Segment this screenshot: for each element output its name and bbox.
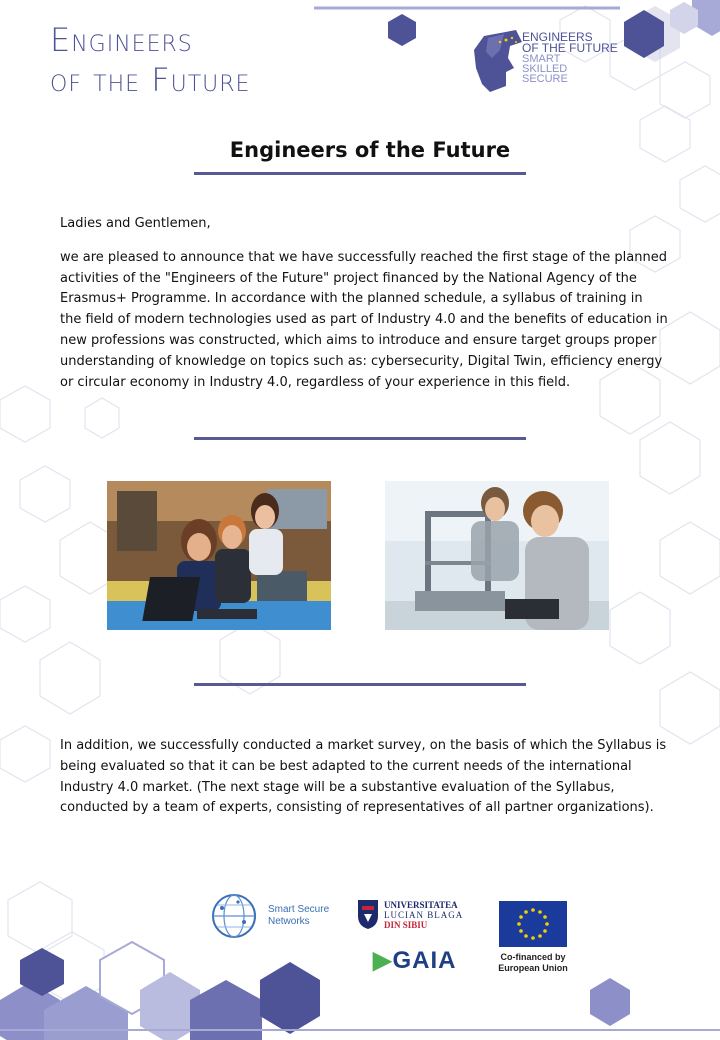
logo-line5: SECURE [522, 73, 568, 85]
paragraph-2: In addition, we successfully conducted a market survey, on the basis of which the Syllabus is being evaluated so that it can be best adapted to the current needs of the international Industry 4.0 market. (The next stage will be a substantive evaluation of the Syllabus, conducted by a team of experts, consisting of representatives of all partner organizations). [60, 738, 667, 816]
university-crest-icon [356, 898, 380, 930]
globe-icon [208, 892, 260, 940]
logo-line1: ENGINEERS [522, 30, 593, 44]
project-logo [470, 28, 620, 94]
ssn-line1: Smart Secure [268, 904, 330, 915]
eu-stars-icon [499, 901, 567, 947]
logo-line3: SMART [522, 53, 561, 65]
header-title-line1: Engineers [50, 21, 193, 59]
logo-line2: OF THE FUTURE [522, 41, 618, 55]
gaia-arrow-icon: ▶ [373, 947, 393, 974]
ulbs-text [384, 900, 463, 930]
section-divider-1 [194, 437, 526, 440]
ulbs-line2: LUCIAN BLAGA [384, 910, 464, 920]
students-laptop-photo [107, 481, 331, 630]
eu-caption-line2: European Union [498, 963, 568, 973]
paragraph-1: we are pleased to announce that we have successfully reached the first stage of the planned activities of the "Engineers of the Future" project financed by the National Agency of the Erasmus+ Programme. In accordance with the planned schedule, a syllabus of training in the field of modern technologies used as part of Industry 4.0 and the benefits of education in new professions was constructed, which aims to introduce and ensure target groups proper understanding of knowledge on topics such as: cybersecurity, Digital Twin, efficiency energy or circular economy in Industry 4.0, regardless of your experience in this field. [60, 249, 668, 390]
students-laptop-image [107, 481, 331, 630]
closing-text [60, 736, 668, 819]
main-title: Engineers of the Future [229, 138, 511, 162]
ssn-line2: Networks [268, 916, 310, 927]
greeting: Ladies and Gentlemen, [60, 216, 211, 231]
smart-secure-networks-logo [208, 892, 330, 940]
ulbs-line3: DIN SIBIU [384, 920, 428, 930]
ulbs-line1: UNIVERSITATEA [384, 900, 458, 910]
intro-text [60, 214, 668, 393]
engineer-head-icon [470, 28, 524, 94]
gaia-text: GAIA [392, 947, 457, 974]
header-title [50, 20, 250, 100]
gaia-logo [373, 946, 456, 975]
engineers-machine-photo [385, 481, 609, 630]
title-divider [194, 172, 526, 175]
eu-flag [499, 901, 567, 947]
section-divider-2 [194, 683, 526, 686]
logo-text [522, 32, 618, 84]
header-title-line2: of the Future [50, 61, 251, 99]
logo-line4: SKILLED [522, 63, 568, 75]
engineers-machine-image [385, 481, 609, 630]
ssn-text [268, 904, 329, 928]
ulbs-logo [356, 898, 466, 932]
eu-caption-line1: Co-financed by [500, 952, 566, 962]
eu-caption [484, 952, 582, 974]
